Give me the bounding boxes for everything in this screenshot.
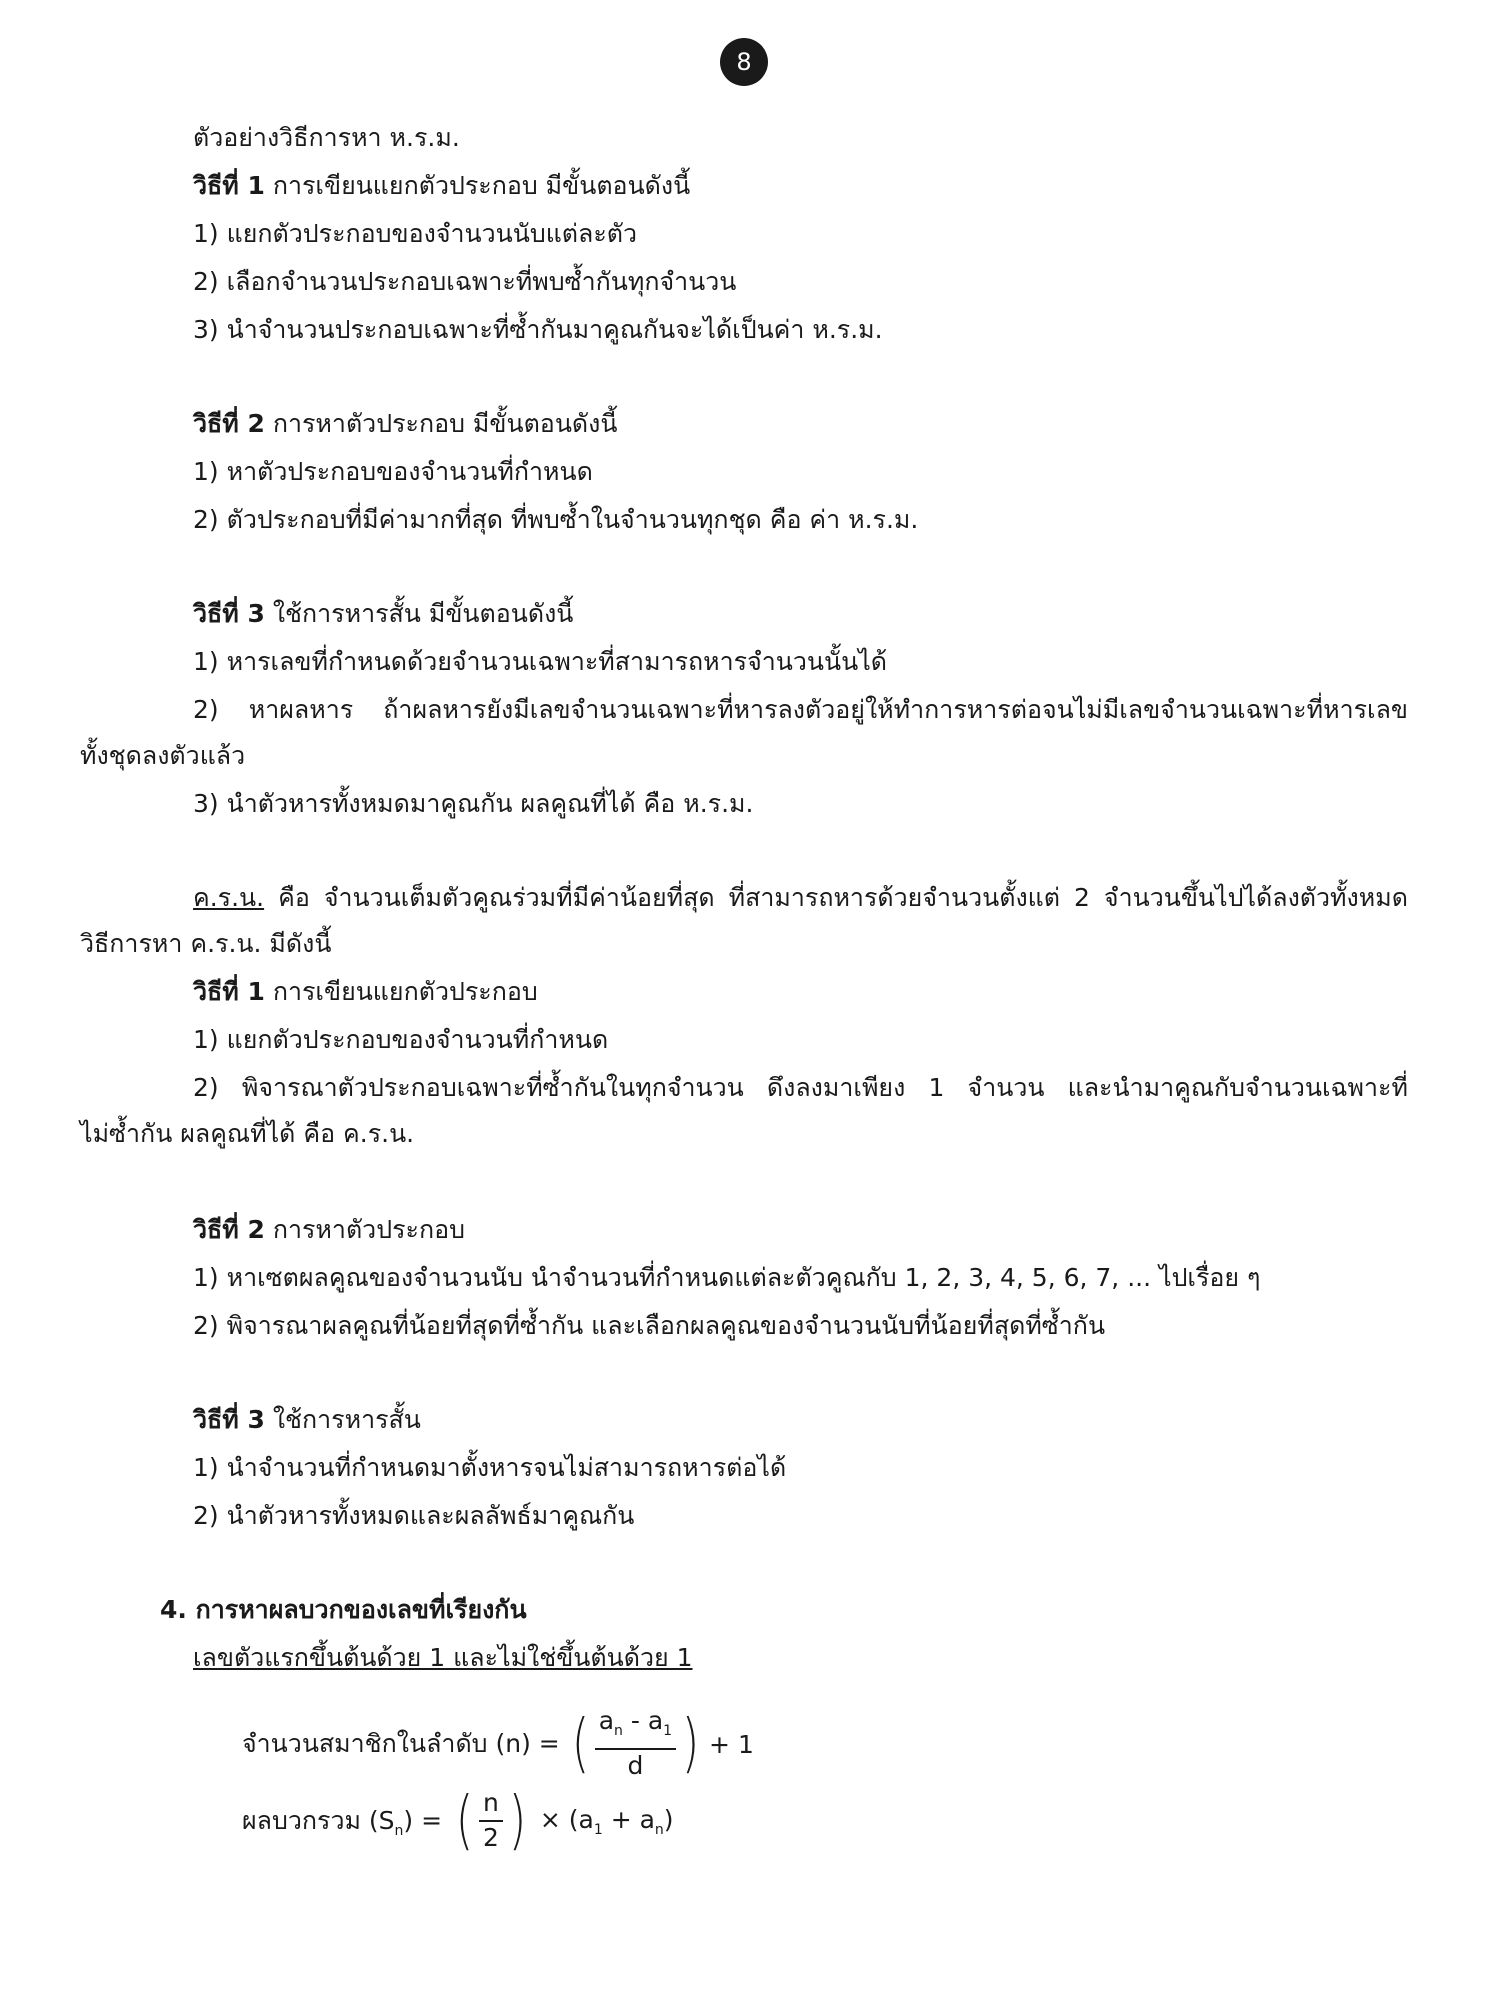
fraction-numerator: n (479, 1788, 503, 1822)
hcf-method2-step: 2) ตัวประกอบที่มีค่ามากที่สุด ที่พบซ้ำในจำนวนทุกชุด คือ ค่า ห.ร.ม. (193, 505, 919, 534)
method-label: วิธีที่ 2 (193, 1215, 265, 1244)
word: ถ้าผลหารยังมีเลขจำนวนเฉพาะที่หารลงตัวอยู่ให้ทำการหารต่อจนไม่มีเลขจำนวนเฉพาะที่หารเลข (383, 695, 1408, 724)
hcf-method3-title (193, 596, 573, 632)
hcf-method1-title (193, 168, 690, 204)
formula-s-label: ผลบวกรวม $(S_n)$ = (242, 1806, 443, 1839)
hcf-method1-step: 1) แยกตัวประกอบของจำนวนนับแต่ละตัว (193, 219, 638, 248)
fraction-denominator: d (627, 1751, 644, 1780)
page-number-badge (720, 38, 768, 86)
word: และนำมาคูณกับจำนวนเฉพาะที่ (1067, 1073, 1408, 1102)
method-label: วิธีที่ 3 (193, 599, 265, 628)
section4-heading: 4. การหาผลบวกของเลขที่เรียงกัน (160, 1595, 527, 1624)
hcf-intro: ตัวอย่างวิธีการหา ห.ร.ม. (193, 123, 460, 152)
lcm-method1-step2-cont: ไม่ซ้ำกัน ผลคูณที่ได้ คือ ค.ร.น. (80, 1119, 415, 1148)
lcm-method3-step: 2) นำตัวหารทั้งหมดและผลลัพธ์มาคูณกัน (193, 1501, 635, 1530)
method-title: การหาตัวประกอบ (272, 1215, 465, 1244)
hcf-method1-step: 2) เลือกจำนวนประกอบเฉพาะที่พบซ้ำกันทุกจำนวน (193, 267, 737, 296)
word: หาผลหาร (248, 695, 354, 724)
formula-n-fraction (595, 1706, 676, 1782)
lcm-method1-step: 1) แยกตัวประกอบของจำนวนที่กำหนด (193, 1025, 609, 1054)
word: จำนวนขึ้นไปได้ลงตัวทั้งหมด (1103, 883, 1408, 912)
hcf-method3-step2 (193, 692, 1408, 728)
formula-n-tail: + 1 (709, 1729, 754, 1759)
lcm-method3-step: 1) นำจำนวนที่กำหนดมาตั้งหารจนไม่สามารถหารต่อได้ (193, 1453, 787, 1482)
right-paren: ) (508, 1784, 527, 1858)
method-title: การหาตัวประกอบ มีขั้นตอนดังนี้ (272, 409, 618, 438)
lcm-definition (193, 880, 1408, 916)
formula-s (242, 1784, 674, 1858)
fraction-denominator: 2 (483, 1823, 499, 1852)
method-title: การเขียนแยกตัวประกอบ มีขั้นตอนดังนี้ (272, 171, 691, 200)
word: 2) (193, 1073, 219, 1102)
word: 2 (1074, 883, 1090, 912)
method-label: วิธีที่ 2 (193, 409, 265, 438)
hcf-method1-step: 3) นำจำนวนประกอบเฉพาะที่ซ้ำกันมาคูณกันจะได้เป็นค่า ห.ร.ม. (193, 315, 883, 344)
hcf-method3-step: 1) หารเลขที่กำหนดด้วยจำนวนเฉพาะที่สามารถหารจำนวนนั้นได้ (193, 647, 888, 676)
fraction-numerator: $a_n - a_1$ (595, 1706, 676, 1750)
method-title: ใช้การหารสั้น มีขั้นตอนดังนี้ (272, 599, 574, 628)
hcf-method2-step: 1) หาตัวประกอบของจำนวนที่กำหนด (193, 457, 593, 486)
word: ดึงลงมาเพียง (766, 1073, 906, 1102)
lcm-method2-step: 1) หาเซตผลคูณของจำนวนนับ นำจำนวนที่กำหนดแต่ละตัวคูณกับ 1, 2, 3, 4, 5, 6, 7, ... ไปเรื่อย ๆ (193, 1263, 1261, 1292)
method-title: การเขียนแยกตัวประกอบ (272, 977, 538, 1006)
word: จำนวนเต็มตัวคูณร่วมที่มีค่าน้อยที่สุด (323, 883, 715, 912)
left-paren: ( (455, 1784, 474, 1858)
word: จำนวน (967, 1073, 1045, 1102)
word: ที่สามารถหารด้วยจำนวนตั้งแต่ (728, 883, 1061, 912)
lcm-definition-cont: วิธีการหา ค.ร.น. มีดังนี้ (80, 929, 332, 958)
section4-subheading: เลขตัวแรกขึ้นต้นด้วย 1 และไม่ใช่ขึ้นต้นด้วย 1 (193, 1643, 693, 1672)
lcm-method3-title (193, 1402, 421, 1438)
word: คือ (278, 883, 310, 912)
lcm-method1-title (193, 974, 538, 1010)
right-paren: ) (681, 1707, 700, 1781)
word: พิจารณาตัวประกอบเฉพาะที่ซ้ำกันในทุกจำนวน (241, 1073, 744, 1102)
formula-s-tail: × $(a_1 + a_n)$ (539, 1804, 674, 1838)
page-number: 8 (736, 48, 752, 76)
hcf-method3-step2-cont: ทั้งชุดลงตัวแล้ว (80, 741, 246, 770)
left-paren: ( (571, 1707, 589, 1781)
lcm-method2-title (193, 1212, 465, 1248)
formula-s-fraction (479, 1788, 503, 1854)
method-label: วิธีที่ 1 (193, 977, 265, 1006)
word: 2) (193, 695, 219, 724)
method-label: วิธีที่ 1 (193, 171, 265, 200)
hcf-method2-title (193, 406, 617, 442)
formula-n-label: จำนวนสมาชิกในลำดับ (n) = (242, 1729, 560, 1758)
lcm-term: ค.ร.น. (193, 883, 265, 912)
method-label: วิธีที่ 3 (193, 1405, 265, 1434)
method-title: ใช้การหารสั้น (272, 1405, 421, 1434)
word: 1 (928, 1073, 945, 1102)
lcm-method1-step2 (193, 1070, 1408, 1106)
hcf-method3-step: 3) นำตัวหารทั้งหมดมาคูณกัน ผลคูณที่ได้ คือ ห.ร.ม. (193, 789, 754, 818)
formula-n (242, 1706, 754, 1782)
lcm-method2-step: 2) พิจารณาผลคูณที่น้อยที่สุดที่ซ้ำกัน และเลือกผลคูณของจำนวนนับที่น้อยที่สุดที่ซ้ำกัน (193, 1311, 1106, 1340)
